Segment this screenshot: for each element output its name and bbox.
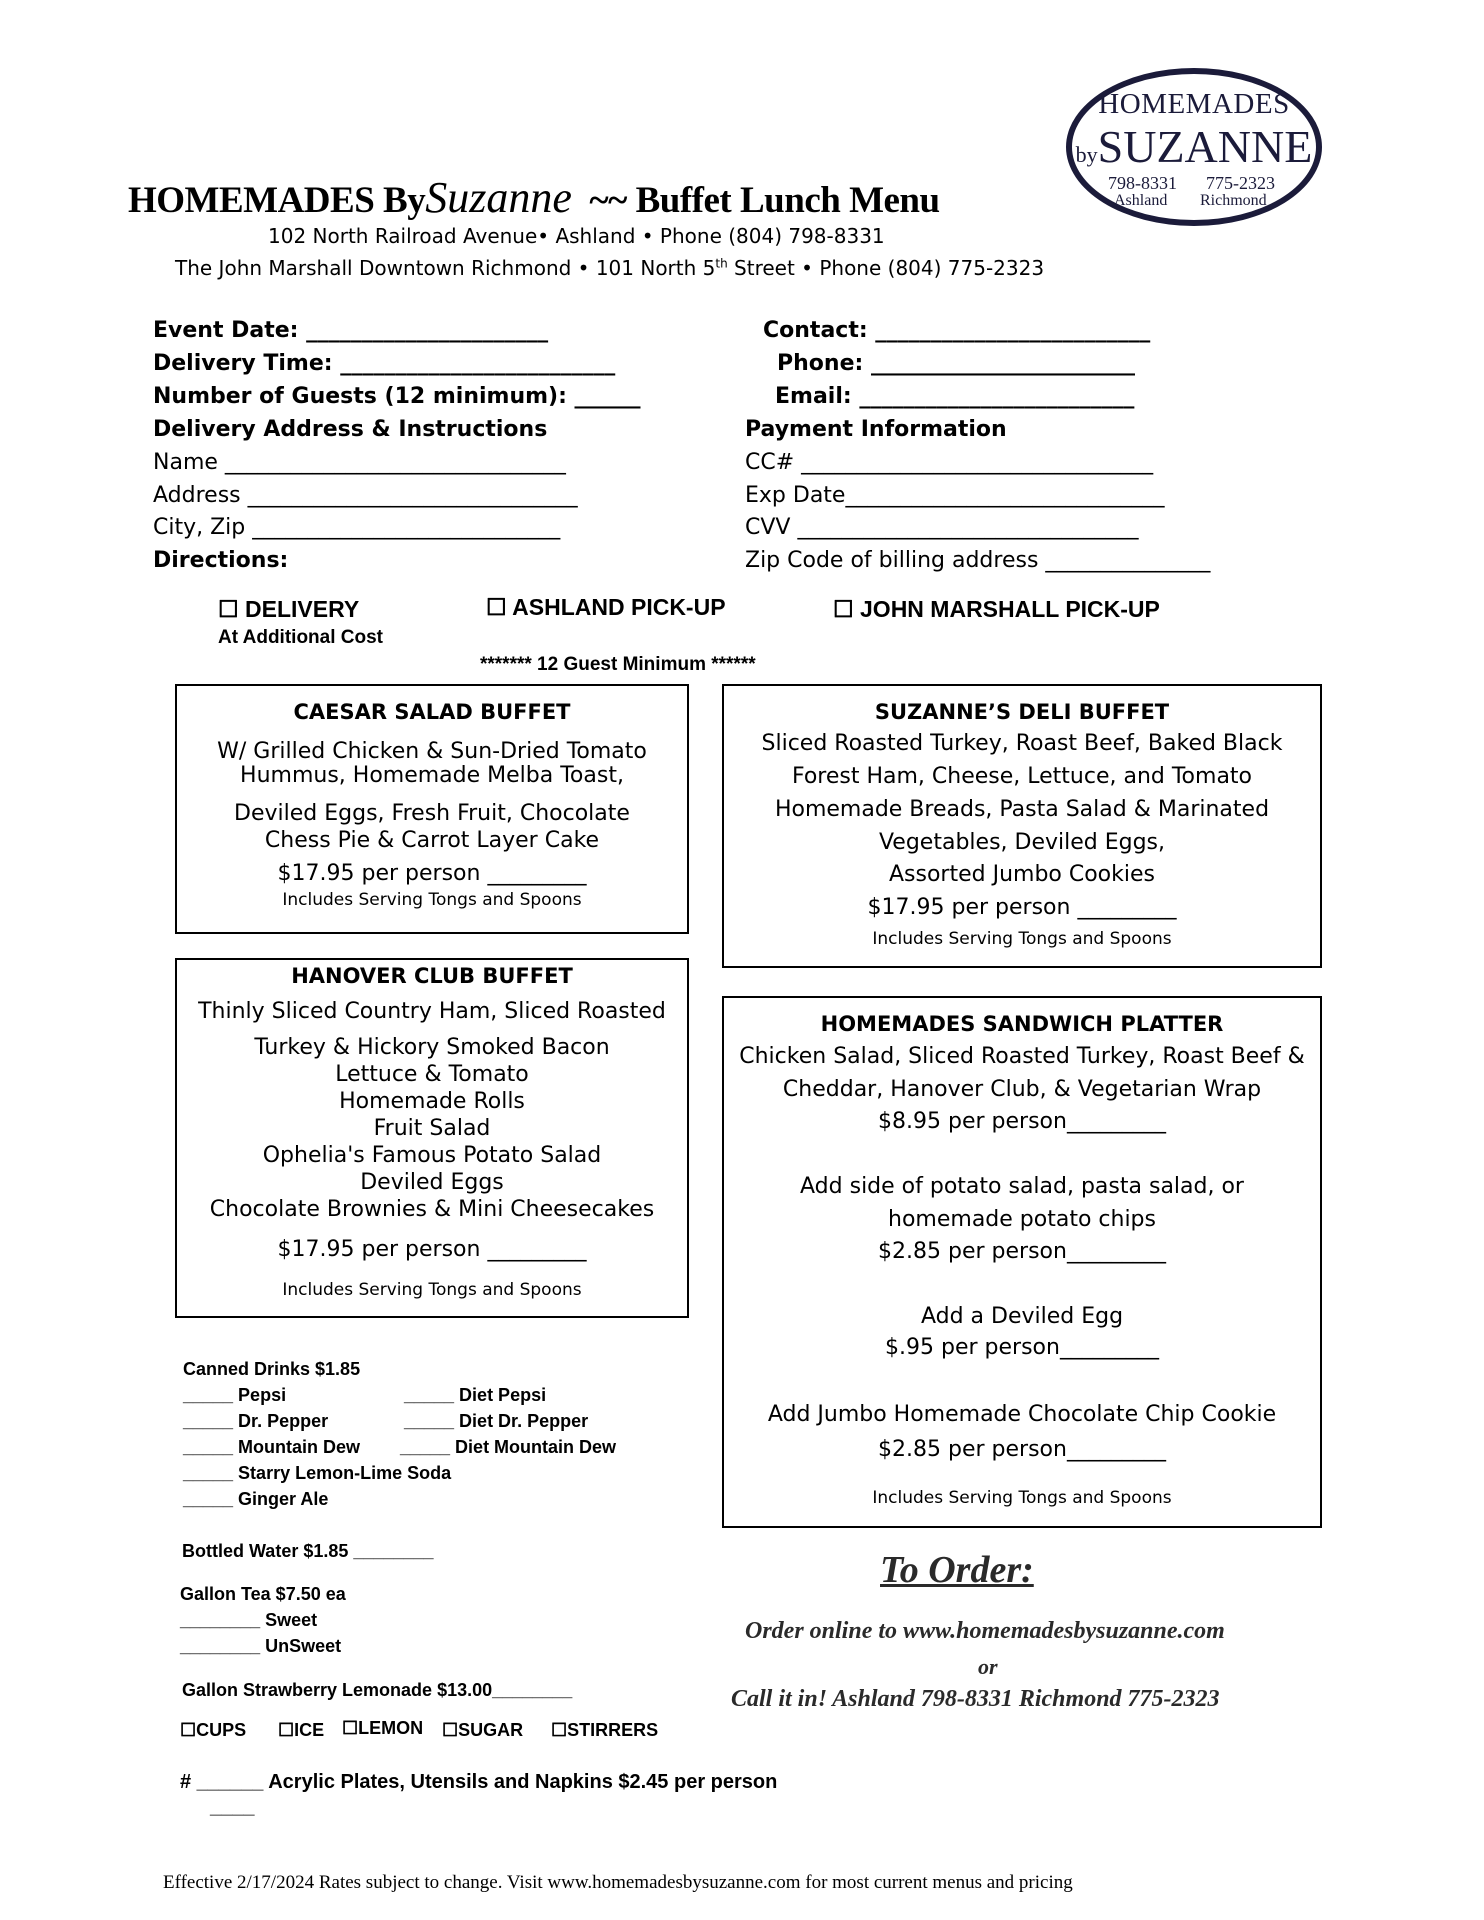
sweet-tea-field[interactable]: ________ Sweet xyxy=(180,1610,318,1630)
phone-field[interactable]: Phone: ________________________ xyxy=(777,351,1135,376)
title-suffix: ~~ Buffet Lunch Menu xyxy=(589,180,940,221)
plates-field[interactable]: # ______ Acrylic Plates, Utensils and Napkins $2.45 per person xyxy=(180,1771,778,1793)
billing-zip-field[interactable]: Zip Code of billing address _______________ xyxy=(745,548,1211,573)
event-date-field[interactable]: Event Date: ______________________ xyxy=(153,318,549,343)
bottled-water-field[interactable]: Bottled Water $1.85 ________ xyxy=(182,1541,434,1561)
mountain-dew-field[interactable]: _____ Mountain Dew xyxy=(183,1437,361,1457)
deli-title: SUZANNE’S DELI BUFFET xyxy=(874,700,1170,724)
john-marshall-pickup-checkbox[interactable]: ☐ JOHN MARSHALL PICK-UP xyxy=(833,596,1160,622)
cookie-price-field[interactable]: $2.85 per person_________ xyxy=(878,1437,1166,1462)
title-prefix: HOMEMADES By xyxy=(128,180,426,221)
name-field[interactable]: Name _______________________________ xyxy=(153,450,566,475)
address-ashland: 102 North Railroad Avenue• Ashland • Phone (804) 798-8331 xyxy=(268,224,885,248)
sandwich-platter-box: HOMEMADES SANDWICH PLATTER Chicken Salad, Sliced Roasted Turkey, Roast Beef & Cheddar, Hanover Club, & Vegetarian Wrap $8.95 per person_________ Add side of potato salad, pasta salad, or homemade potato chips $2.85 per person_________ Add a Deviled Egg $.95 per person_________ Add Jumbo Homemade Chocolate Chip Cookie $2.85 per person_________ Includes Serving Tongs and Spoons xyxy=(722,996,1322,1528)
city-zip-field[interactable]: City, Zip ____________________________ xyxy=(153,515,561,540)
address-field[interactable]: Address ______________________________ xyxy=(153,483,578,508)
brand-logo: HOMEMADES bySUZANNE 798-8331 775-2323 Ashland Richmond xyxy=(1066,68,1322,226)
footer-note: Effective 2/17/2024 Rates subject to change. Visit www.homemadesbysuzanne.com for most current menus and pricing xyxy=(163,1872,1073,1893)
lemonade-field[interactable]: Gallon Strawberry Lemonade $13.00________ xyxy=(182,1680,573,1700)
title-script-name: Suzanne xyxy=(425,173,572,222)
cc-field[interactable]: CC# ________________________________ xyxy=(745,450,1154,475)
exp-date-field[interactable]: Exp Date_____________________________ xyxy=(745,483,1165,508)
directions-label: Directions: xyxy=(153,548,289,573)
address-richmond: The John Marshall Downtown Richmond • 101 North 5th Street • Phone (804) 775-2323 xyxy=(175,256,1045,280)
contact-field[interactable]: Contact: _________________________ xyxy=(763,318,1151,343)
to-order-heading: To Order: xyxy=(880,1549,1034,1591)
canned-drinks-heading: Canned Drinks $1.85 xyxy=(183,1359,361,1379)
email-field[interactable]: Email: _________________________ xyxy=(775,384,1135,409)
side-price-field[interactable]: $2.85 per person_________ xyxy=(878,1239,1166,1264)
deli-price-field[interactable]: $17.95 per person _________ xyxy=(867,895,1177,920)
guests-field[interactable]: Number of Guests (12 minimum): ______ xyxy=(153,384,641,409)
caesar-title: CAESAR SALAD BUFFET xyxy=(293,700,571,724)
diet-pepsi-field[interactable]: _____ Diet Pepsi xyxy=(404,1385,547,1405)
deli-buffet-box: SUZANNE’S DELI BUFFET Sliced Roasted Turkey, Roast Beef, Baked Black Forest Ham, Cheese, Lettuce, and Tomato Homemade Breads, Pasta Salad & Marinated Vegetables, Deviled Eggs, Assorted Jumbo Cookies $17.95 per person _________ Includes Serving Tongs and Spoons xyxy=(722,684,1322,968)
caesar-salad-buffet-box: CAESAR SALAD BUFFET W/ Grilled Chicken & Sun-Dried Tomato Hummus, Homemade Melba Toast, Deviled Eggs, Fresh Fruit, Chocolate Chess Pie & Carrot Layer Cake $17.95 per person _________ Includes Serving Tongs and Spoons xyxy=(175,684,689,934)
hanover-title: HANOVER CLUB BUFFET xyxy=(291,964,573,988)
ginger-ale-field[interactable]: _____ Ginger Ale xyxy=(183,1489,329,1509)
deviled-egg-price-field[interactable]: $.95 per person_________ xyxy=(885,1335,1159,1360)
ashland-pickup-checkbox[interactable]: ☐ ASHLAND PICK-UP xyxy=(486,594,726,620)
delivery-checkbox[interactable]: ☐ DELIVERY xyxy=(218,596,360,622)
dr-pepper-field[interactable]: _____ Dr. Pepper xyxy=(183,1411,329,1431)
delivery-time-field[interactable]: Delivery Time: _________________________ xyxy=(153,351,616,376)
lemon-checkbox[interactable]: ☐LEMON xyxy=(342,1718,424,1738)
starry-field[interactable]: _____ Starry Lemon-Lime Soda xyxy=(183,1463,452,1483)
order-or-text: or xyxy=(978,1654,998,1679)
ice-checkbox[interactable]: ☐ICE xyxy=(278,1720,325,1740)
sandwich-title: HOMEMADES SANDWICH PLATTER xyxy=(820,1012,1224,1036)
payment-heading: Payment Information xyxy=(745,417,1007,442)
guest-minimum-note: ******* 12 Guest Minimum ****** xyxy=(480,654,756,675)
cups-checkbox[interactable]: ☐CUPS xyxy=(180,1720,247,1740)
diet-mountain-dew-field[interactable]: _____ Diet Mountain Dew xyxy=(400,1437,617,1457)
unsweet-tea-field[interactable]: ________ UnSweet xyxy=(180,1636,342,1656)
sandwich-price-field[interactable]: $8.95 per person_________ xyxy=(878,1109,1166,1134)
order-online-text: Order online to www.homemadesbysuzanne.com xyxy=(745,1618,1225,1644)
caesar-price-field[interactable]: $17.95 per person _________ xyxy=(277,861,587,886)
diet-dr-pepper-field[interactable]: _____ Diet Dr. Pepper xyxy=(404,1411,589,1431)
delivery-note: At Additional Cost xyxy=(218,627,383,648)
page-title xyxy=(128,172,940,223)
order-call-text: Call it in! Ashland 798-8331 Richmond 775-2323 xyxy=(731,1686,1220,1712)
pepsi-field[interactable]: _____ Pepsi xyxy=(183,1385,287,1405)
plates-extra-blank[interactable]: ____ xyxy=(210,1796,255,1818)
stirrers-checkbox[interactable]: ☐STIRRERS xyxy=(551,1720,659,1740)
hanover-club-buffet-box: HANOVER CLUB BUFFET Thinly Sliced Country Ham, Sliced Roasted Turkey & Hickory Smoked Bacon Lettuce & Tomato Homemade Rolls Fruit Salad Ophelia's Famous Potato Salad Deviled Eggs Chocolate Brownies & Mini Cheesecakes $17.95 per person _________ Includes Serving Tongs and Spoons xyxy=(175,958,689,1318)
hanover-price-field[interactable]: $17.95 per person _________ xyxy=(277,1237,587,1262)
gallon-tea-heading: Gallon Tea $7.50 ea xyxy=(180,1584,346,1604)
sugar-checkbox[interactable]: ☐SUGAR xyxy=(442,1720,524,1740)
cvv-field[interactable]: CVV _______________________________ xyxy=(745,515,1139,540)
delivery-heading: Delivery Address & Instructions xyxy=(153,417,548,442)
